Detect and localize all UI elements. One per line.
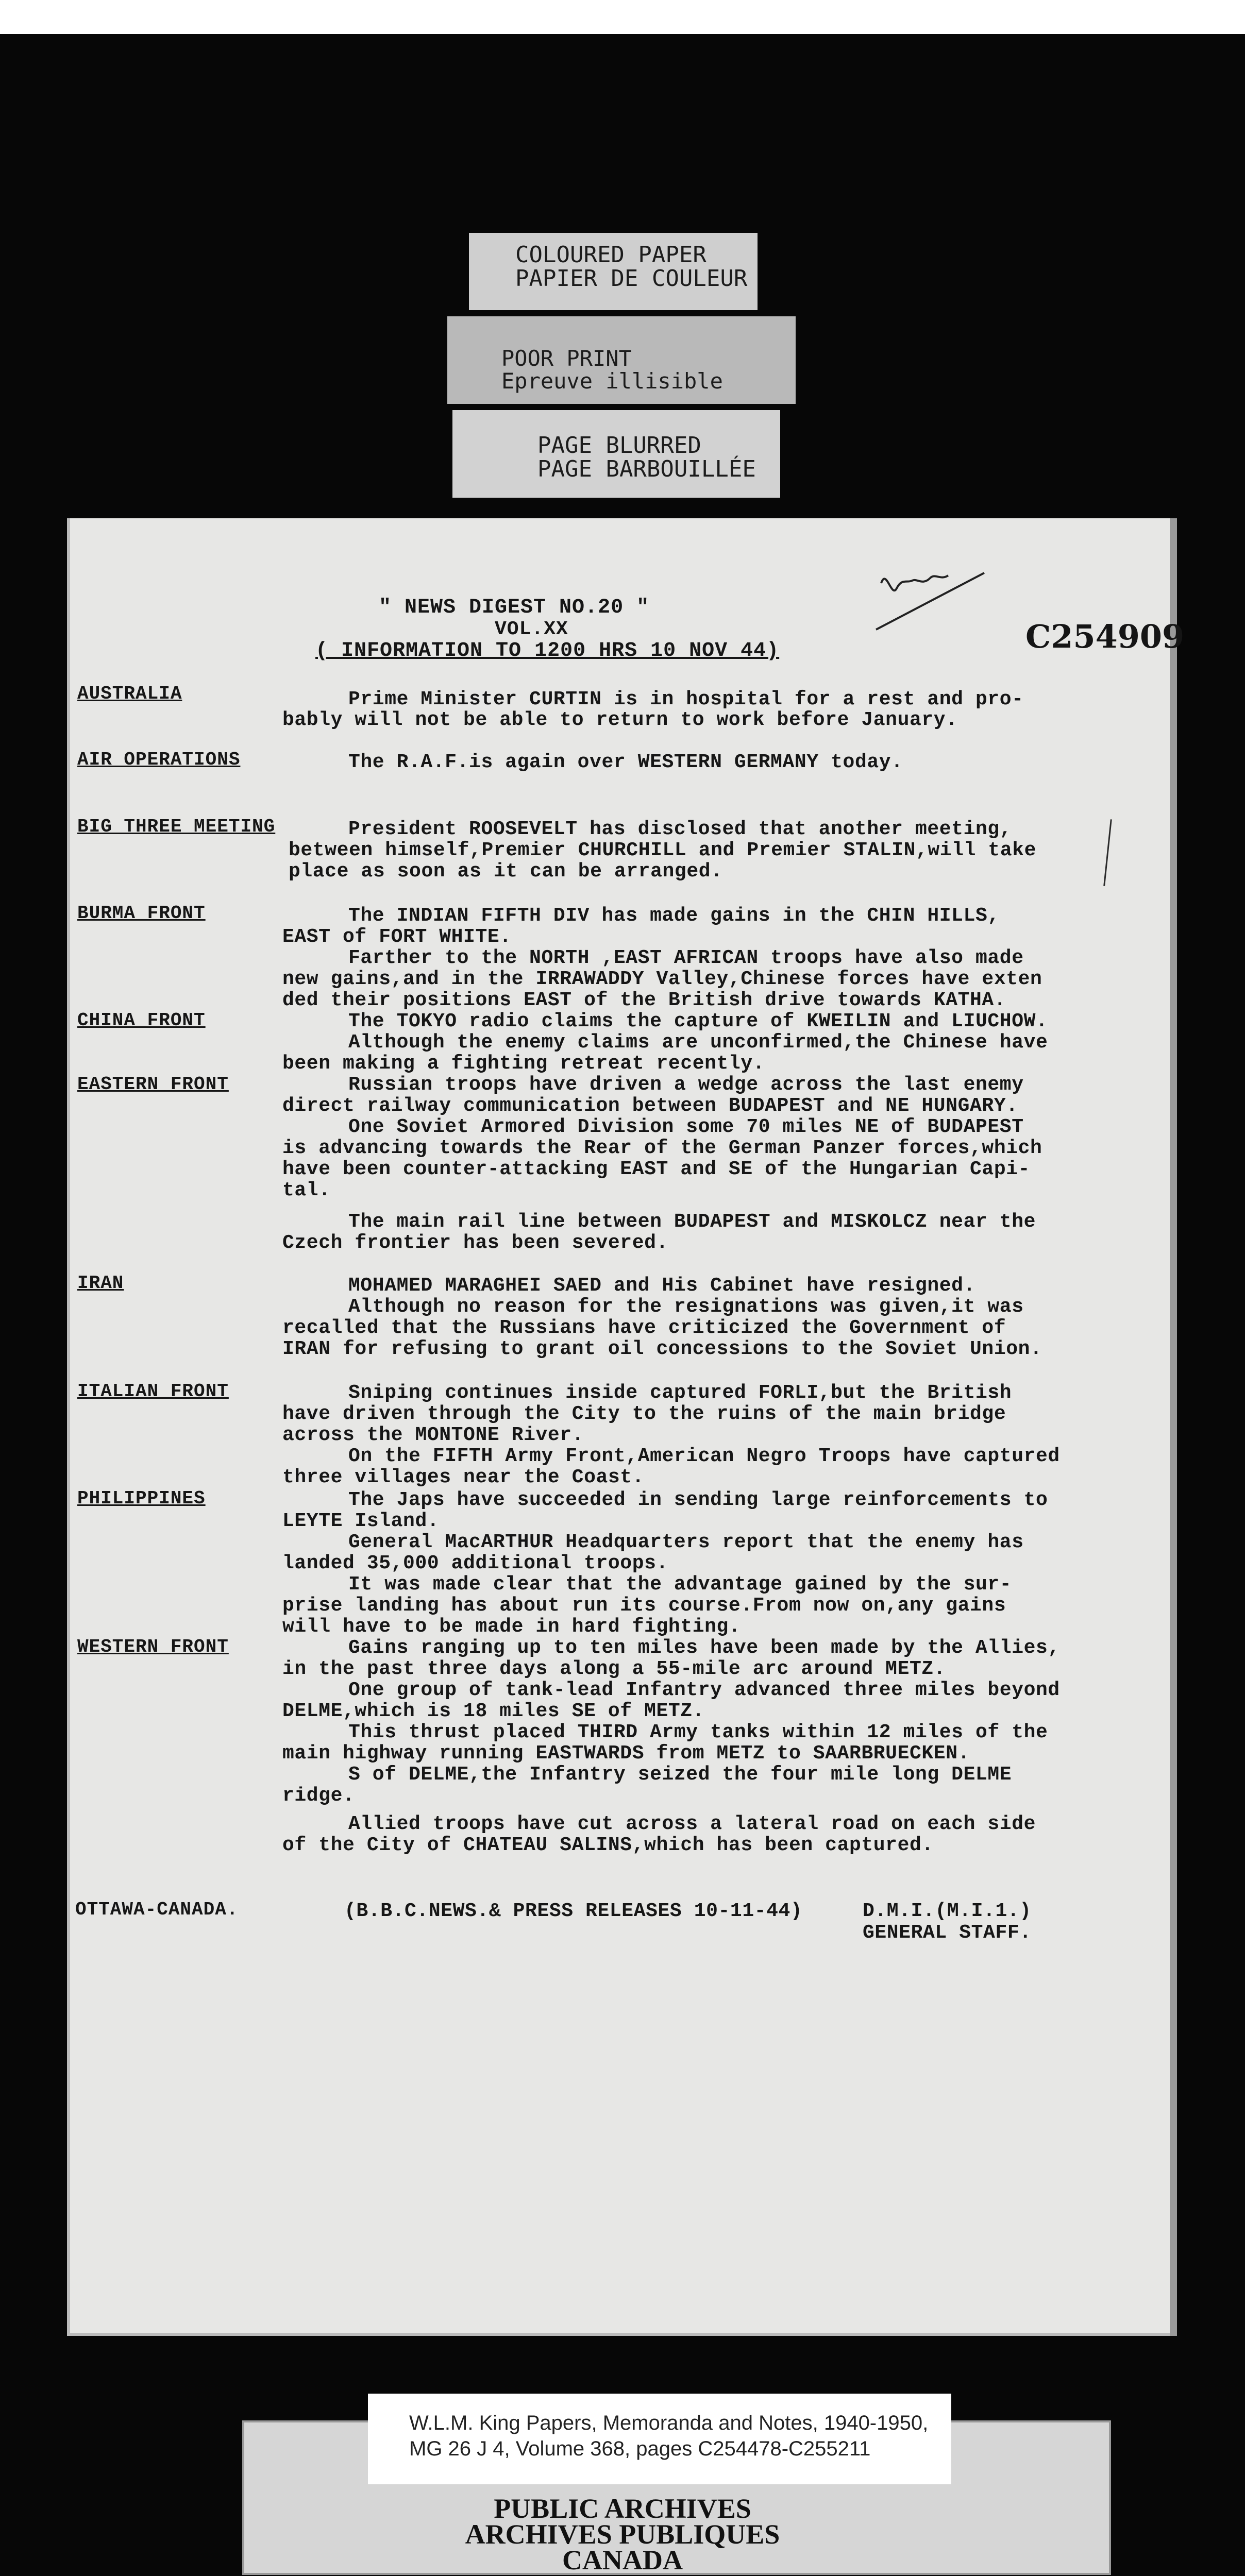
digest-info: ( INFORMATION TO 1200 HRS 10 NOV 44)	[315, 639, 780, 663]
scan-top-margin	[0, 0, 1245, 34]
text-line: prise landing has about run its course.From now on,any gains	[282, 1595, 1006, 1617]
archive-stamp-line: CANADA	[562, 2545, 683, 2575]
footer-dmi: D.M.I.(M.I.1.)	[863, 1900, 1032, 1922]
document-page	[67, 518, 1175, 2336]
text-line: in the past three days along a 55-mile arc around METZ.	[282, 1658, 946, 1680]
caption-line: MG 26 J 4, Volume 368, pages C254478-C255211	[409, 2437, 871, 2460]
text-line: tal.	[282, 1179, 331, 1201]
section-heading: BURMA FRONT	[77, 903, 206, 924]
text-line: three villages near the Coast.	[282, 1466, 645, 1488]
footer-staff: GENERAL STAFF.	[863, 1922, 1032, 1944]
text-line: ridge.	[282, 1785, 355, 1807]
text-line: between himself,Premier CHURCHILL and Premier STALIN,will take	[289, 839, 1037, 861]
text-line: President ROOSEVELT has disclosed that another meeting,	[348, 818, 1012, 840]
text-line: Russian troops have driven a wedge across the last enemy	[348, 1074, 1024, 1096]
text-line: across the MONTONE River.	[282, 1424, 584, 1446]
text-line: Although the enemy claims are unconfirmed,the Chinese have	[348, 1031, 1048, 1054]
label-text: PAGE BLURRED	[537, 432, 701, 459]
section-heading: PHILIPPINES	[77, 1488, 206, 1509]
page-edge	[1170, 518, 1177, 2336]
coloured-paper-label	[469, 233, 758, 310]
text-line: place as soon as it can be arranged.	[289, 860, 723, 883]
text-line: One group of tank-lead Infantry advanced three miles beyond	[348, 1679, 1060, 1701]
text-line: bably will not be able to return to work before January.	[282, 709, 958, 731]
archive-stamp-line: ARCHIVES PUBLIQUES	[465, 2519, 780, 2550]
label-text: PAGE BARBOUILLÉE	[537, 456, 756, 483]
section-heading: WESTERN FRONT	[77, 1636, 229, 1657]
text-line: of the City of CHATEAU SALINS,which has been captured.	[282, 1834, 934, 1856]
text-line: S of DELME,the Infantry seized the four mile long DELME	[348, 1764, 1012, 1786]
text-line: MOHAMED MARAGHEI SAED and His Cabinet have resigned.	[348, 1275, 975, 1297]
caption-line: W.L.M. King Papers, Memoranda and Notes, 1940-1950,	[409, 2412, 929, 2434]
digest-title: " NEWS DIGEST NO.20 "	[379, 596, 650, 619]
text-line: The INDIAN FIFTH DIV has made gains in the CHIN HILLS,	[348, 905, 1000, 927]
footer-source: (B.B.C.NEWS.& PRESS RELEASES 10-11-44)	[344, 1900, 803, 1922]
text-line: The Japs have succeeded in sending large reinforcements to	[348, 1489, 1048, 1511]
text-line: It was made clear that the advantage gained by the sur-	[348, 1573, 1012, 1596]
footer-place: OTTAWA-CANADA.	[75, 1899, 239, 1920]
text-line: LEYTE Island.	[282, 1510, 440, 1532]
text-line: will have to be made in hard fighting.	[282, 1616, 741, 1638]
text-line: recalled that the Russians have criticized the Government of	[282, 1317, 1006, 1339]
section-heading: CHINA FRONT	[77, 1010, 206, 1031]
digest-volume: VOL.XX	[495, 618, 568, 640]
label-text: PAPIER DE COULEUR	[515, 265, 748, 292]
section-heading: BIG THREE MEETING	[77, 816, 276, 837]
page-blurred-label	[452, 410, 780, 498]
text-line: is advancing towards the Rear of the German Panzer forces,which	[282, 1137, 1042, 1159]
text-line: Gains ranging up to ten miles have been made by the Allies,	[348, 1637, 1060, 1659]
section-heading: EASTERN FRONT	[77, 1074, 229, 1095]
text-line: The R.A.F.is again over WESTERN GERMANY today.	[348, 751, 903, 773]
text-line: General MacARTHUR Headquarters report that the enemy has	[348, 1531, 1024, 1553]
handwritten-reference: C254909	[1025, 618, 1185, 655]
text-line: new gains,and in the IRRAWADDY Valley,Chinese forces have exten	[282, 968, 1042, 990]
text-line: landed 35,000 additional troops.	[282, 1552, 668, 1574]
text-line: Czech frontier has been severed.	[282, 1232, 668, 1254]
section-heading: AIR OPERATIONS	[77, 749, 241, 770]
poor-print-label	[447, 316, 796, 404]
text-line: Farther to the NORTH ,EAST AFRICAN troops have also made	[348, 947, 1024, 969]
label-text: COLOURED PAPER	[515, 242, 706, 268]
text-line: been making a fighting retreat recently.	[282, 1053, 765, 1075]
text-line: have been counter-attacking EAST and SE of the Hungarian Capi-	[282, 1158, 1031, 1180]
text-line: direct railway communication between BUDAPEST and NE HUNGARY.	[282, 1095, 1018, 1117]
text-line: The main rail line between BUDAPEST and MISKOLCZ near the	[348, 1211, 1036, 1233]
text-line: Allied troops have cut across a lateral road on each side	[348, 1813, 1036, 1835]
text-line: ded their positions EAST of the British drive towards KATHA.	[282, 989, 1006, 1011]
text-line: The TOKYO radio claims the capture of KWEILIN and LIUCHOW.	[348, 1010, 1048, 1032]
text-line: IRAN for refusing to grant oil concessions to the Soviet Union.	[282, 1338, 1042, 1360]
section-heading: AUSTRALIA	[77, 683, 182, 704]
text-line: Although no reason for the resignations was given,it was	[348, 1296, 1024, 1318]
text-line: Sniping continues inside captured FORLI,but the British	[348, 1382, 1012, 1404]
text-line: main highway running EASTWARDS from METZ to SAARBRUECKEN.	[282, 1742, 970, 1765]
text-line: DELME,which is 18 miles SE of METZ.	[282, 1700, 705, 1722]
text-line: have driven through the City to the ruins of the main bridge	[282, 1403, 1006, 1425]
label-text: POOR PRINT	[501, 346, 632, 371]
section-heading: IRAN	[77, 1273, 124, 1294]
text-line: On the FIFTH Army Front,American Negro Troops have captured	[348, 1445, 1060, 1467]
handwritten-annotation	[866, 552, 1185, 676]
text-line: EAST of FORT WHITE.	[282, 926, 512, 948]
text-line: This thrust placed THIRD Army tanks within 12 miles of the	[348, 1721, 1048, 1743]
text-line: Prime Minister CURTIN is in hospital for a rest and pro-	[348, 688, 1024, 710]
archive-caption	[368, 2394, 951, 2484]
text-line: One Soviet Armored Division some 70 miles NE of BUDAPEST	[348, 1116, 1024, 1138]
archive-stamp-line: PUBLIC ARCHIVES	[494, 2493, 751, 2524]
section-heading: ITALIAN FRONT	[77, 1381, 229, 1402]
label-text: Epreuve illisible	[501, 368, 723, 394]
